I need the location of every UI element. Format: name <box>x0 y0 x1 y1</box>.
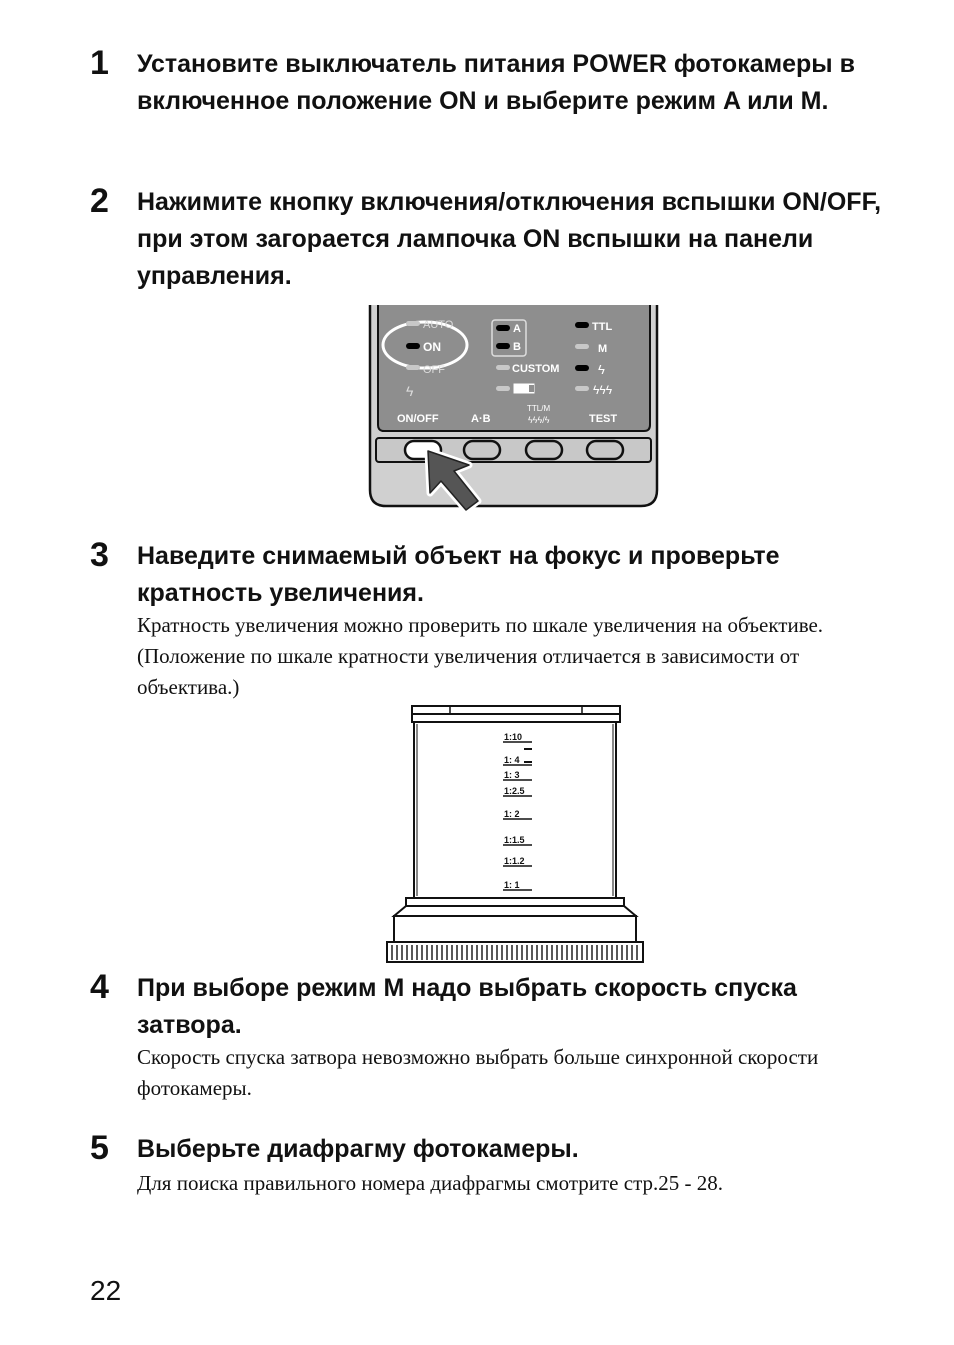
step-4-body: Скорость спуска затвора невозможно выбрать больше синхронной скорости фотокамеры. <box>137 1045 819 1100</box>
page-number: 22 <box>90 1275 122 1306</box>
custom-label: CUSTOM <box>512 363 560 375</box>
scale-label: 1: 4 <box>504 755 520 765</box>
ttl-m-button[interactable] <box>526 441 562 459</box>
ttl-m-flash-icon: ϟϟϟ/ϟ <box>528 415 550 425</box>
ttl-label: TTL <box>592 321 613 333</box>
step-5-body: Для поиска правильного номера диафрагмы смотрите стр.25 - 28. <box>137 1171 723 1195</box>
a-label: A <box>513 323 521 335</box>
b-label: B <box>513 341 521 353</box>
scale-label: 1: 1 <box>504 880 520 890</box>
ab-button[interactable] <box>464 441 500 459</box>
test-button-label: TEST <box>589 413 618 425</box>
multi-flash-icon: ϟϟϟ <box>593 383 613 397</box>
focus-ring[interactable] <box>387 942 643 962</box>
step-5-title: Выберьте диафрагму фотокамеры. <box>137 1135 579 1163</box>
lens-magnification-scale-figure <box>384 704 646 964</box>
step-4-number: 4 <box>90 968 109 1006</box>
step-5-number: 5 <box>90 1129 109 1167</box>
scale-label: 1: 2 <box>504 809 520 819</box>
scale-label: 1:10 <box>504 732 523 742</box>
on-off-button-label: ON/OFF <box>397 413 439 425</box>
flash-mode-icon: ϟ <box>598 362 605 377</box>
step-2-title: Нажимите кнопку включения/отключения вспышки ON/OFF, при этом загорается лампочка ON вспышки на панели управления. <box>137 188 882 290</box>
ab-button-label: A·B <box>471 413 491 425</box>
step-1-title: Установите выключатель питания POWER фотокамеры в включенное положение ON и выберите режим A или M. <box>137 50 855 115</box>
test-button[interactable] <box>587 441 623 459</box>
scale-label: 1: 3 <box>504 770 520 780</box>
step-3-body: Кратность увеличения можно проверить по шкале увеличения на объективе. (Положение по шкале кратности увеличения отличается в зависимости от объектива.) <box>137 613 824 699</box>
scale-label: 1:1.5 <box>504 835 525 845</box>
flash-bolt-icon: ϟ <box>406 383 414 399</box>
scale-label: 1:2.5 <box>504 786 525 796</box>
flash-control-panel-figure <box>366 305 661 515</box>
step-3-number: 3 <box>90 536 109 574</box>
step-3-title: Наведите снимаемый объект на фокус и проверьте кратность увеличения. <box>137 542 780 607</box>
step-4-title: При выборе режим M надо выбрать скорость спуска затвора. <box>137 974 797 1039</box>
on-label: ON <box>423 340 441 354</box>
ttl-m-button-label: TTL/M <box>527 404 551 413</box>
off-label: OFF <box>423 364 445 376</box>
m-label: M <box>598 343 608 355</box>
scale-label: 1:1.2 <box>504 856 525 866</box>
auto-label: AUTO <box>423 319 454 331</box>
step-2-number: 2 <box>90 182 109 220</box>
step-1-number: 1 <box>90 44 109 82</box>
